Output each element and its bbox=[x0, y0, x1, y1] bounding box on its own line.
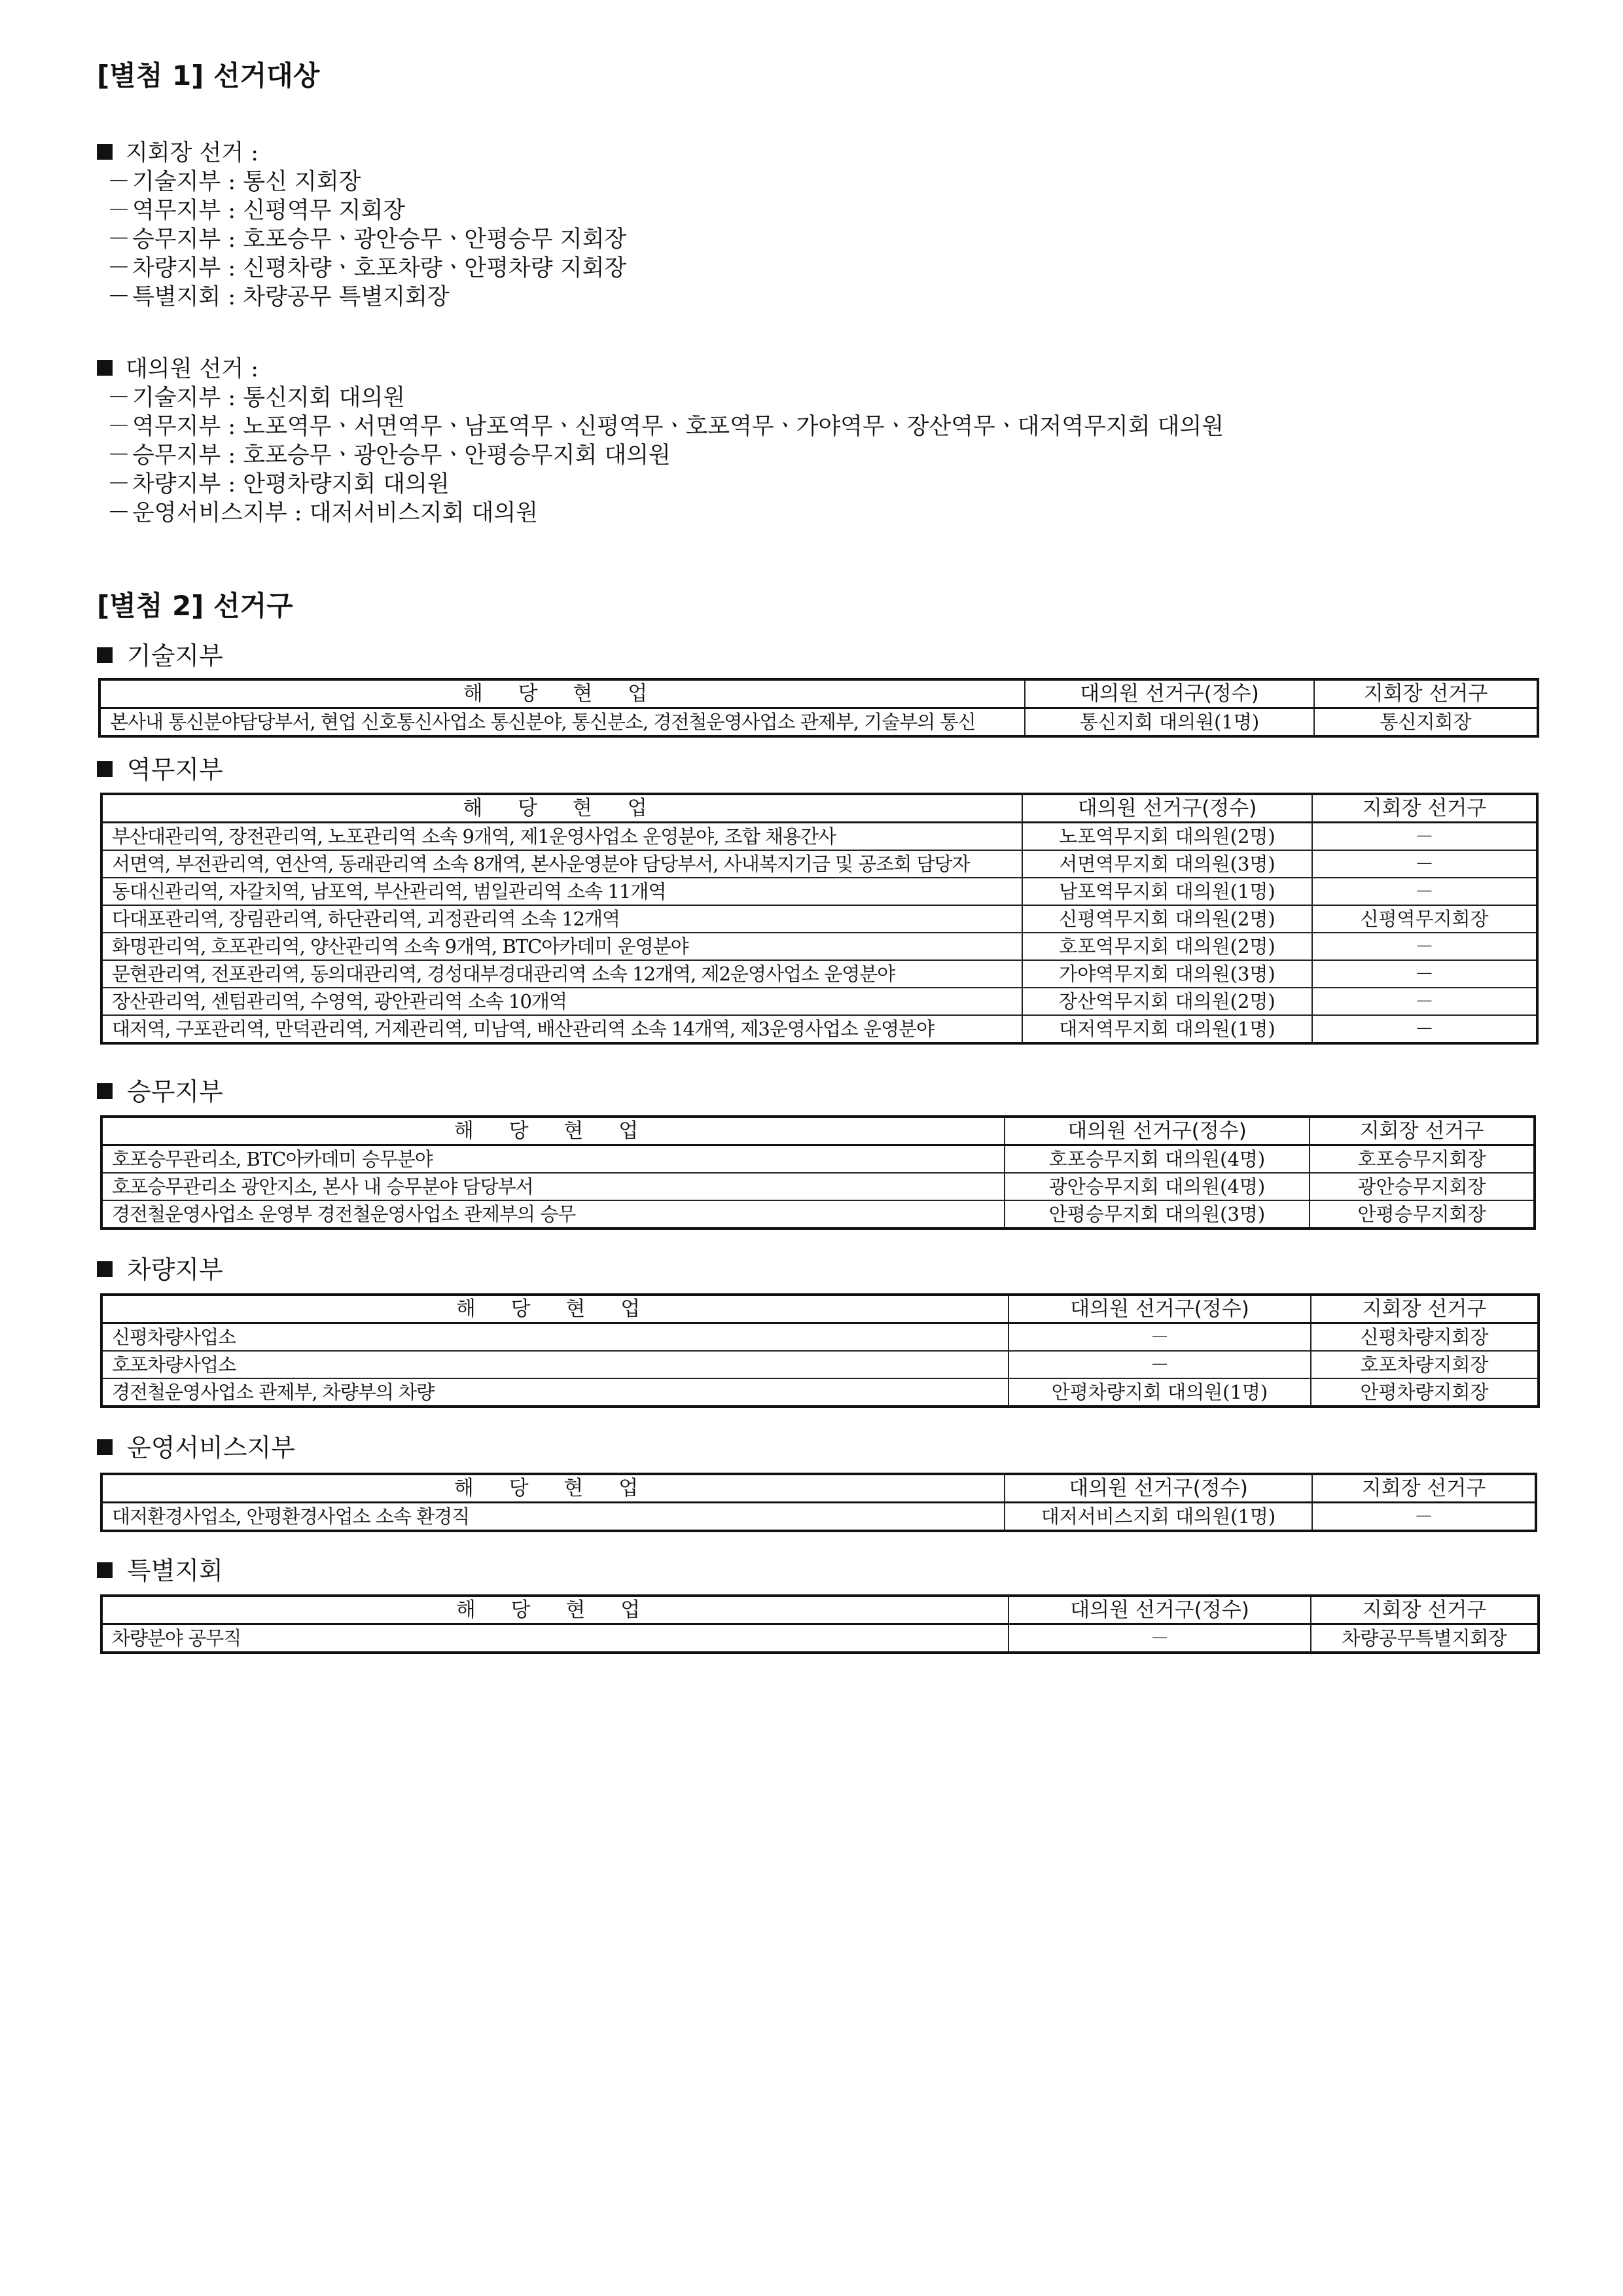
district-table-tech bbox=[98, 678, 1539, 738]
table-row: 본사내 통신분야담당부서, 현업 신호통신사업소 통신분야, 통신분소, 경전철운영사업소 관제부, 기술부의 통신 통신지회 대의원(1명) 통신지회장 bbox=[99, 708, 1538, 737]
table-row: 장산관리역, 센텀관리역, 수영역, 광안관리역 소속 10개역 장산역무지회 대의원(2명) － bbox=[101, 988, 1537, 1015]
section-heading-vehicle: 차량지부 bbox=[97, 1254, 223, 1285]
list-item: －역무지부 : 신평역무 지회장 bbox=[107, 198, 406, 224]
table-row: 문현관리역, 전포관리역, 동의대관리역, 경성대부경대관리역 소속 12개역, 제2운영사업소 운영분야 가야역무지회 대의원(3명) － bbox=[101, 960, 1537, 988]
district-table-service: 해 당 현 업 대의원 선거구(정수) 지회장 선거구 대저환경사업소, 안평환경사업소 소속 환경직 대저서비스지회 대의원(1명) － bbox=[100, 1473, 1537, 1532]
list-item: －차량지부 : 안평차량지회 대의원 bbox=[107, 471, 450, 497]
square-bullet-icon bbox=[97, 1261, 113, 1277]
attachment1-title: [별첨 1] 선거대상 bbox=[97, 60, 320, 92]
district-table-station: 해 당 현 업 대의원 선거구(정수) 지회장 선거구 부산대관리역, 장전관리역, 노포관리역 소속 9개역, 제1운영사업소 운영분야, 조합 채용간사 노포역무지회 대의원(2명) － 서면역, 부전관리역, 연산역, 동래관리역 소속 8개역, 본사운영분야 담당부서, 사내복지기금 및 공조회 담당자 서면역무지회 대의원(3명) － 동대신관리역, 자갈치역, 남포역, 부산관리역, 범일관리역 소속 11개역 남포역무지회 대의원(1명) － 다대포관리역, 장림관리역, 하단관리역, 괴정관리역 소속 12개역 신평역무지회 대의원(2명) 신평역무지회장 화명관리역, 호포관리역, 양산관리역 소속 9개역, BTC아카데미 운영분야 호포역무지회 대의원(2명) － 문현관리역, 전포관리역, 동의대관리역, 경성대부경대관리역 소속 12개역, 제2운영사업소 운영분야 가야역무지회 대의원(3명) － 장산관리역, 센텀관리역, 수영역, 광안관리역 소속 10개역 장산역무지회 대의원(2명) － 대저역, 구포관리역, 만덕관리역, 거제관리역, 미남역, 배산관리역 소속 14개역, 제3운영사업소 운영분야 대저역무지회 대의원(1명) － bbox=[100, 793, 1539, 1045]
district-table-crew: 해 당 현 업 대의원 선거구(정수) 지회장 선거구 호포승무관리소, BTC아카데미 승무분야 호포승무지회 대의원(4명) 호포승무지회장 호포승무관리소 광안지소, 본사 내 승무분야 담당부서 광안승무지회 대의원(4명) 광안승무지회장 경전철운영사업소 운영부 경전철운영사업소 관제부의 승무 안평승무지회 대의원(3명) 안평승무지회장 bbox=[100, 1115, 1536, 1230]
table-row: 호포차량사업소 － 호포차량지회장 bbox=[101, 1351, 1539, 1378]
delegate-election-list bbox=[97, 355, 1224, 528]
section-heading-station: 역무지부 bbox=[97, 754, 223, 785]
table-row: 차량분야 공무직 － 차량공무특별지회장 bbox=[101, 1624, 1539, 1653]
square-bullet-icon bbox=[97, 761, 113, 777]
chief-election-list bbox=[97, 139, 626, 312]
square-bullet-icon bbox=[97, 1562, 113, 1578]
col-area-header: 해 당 현 업 bbox=[99, 679, 1025, 708]
list-item: －승무지부 : 호포승무ㆍ광안승무ㆍ안평승무지회 대의원 bbox=[107, 442, 671, 469]
section-heading-special: 특별지회 bbox=[97, 1555, 223, 1587]
col-chief-header: 지회장 선거구 bbox=[1314, 679, 1538, 708]
table-row: 호포승무관리소 광안지소, 본사 내 승무분야 담당부서 광안승무지회 대의원(4명) 광안승무지회장 bbox=[101, 1173, 1535, 1200]
chief-election-heading: 지회장 선거 : bbox=[126, 140, 259, 166]
list-item: －역무지부 : 노포역무ㆍ서면역무ㆍ남포역무ㆍ신평역무ㆍ호포역무ㆍ가야역무ㆍ장산역무ㆍ대저역무지회 대의원 bbox=[107, 414, 1224, 440]
col-delegate-header: 대의원 선거구(정수) bbox=[1025, 679, 1314, 708]
table-row: 호포승무관리소, BTC아카데미 승무분야 호포승무지회 대의원(4명) 호포승무지회장 bbox=[101, 1145, 1535, 1174]
table-row: 경전철운영사업소 운영부 경전철운영사업소 관제부의 승무 안평승무지회 대의원(3명) 안평승무지회장 bbox=[101, 1200, 1535, 1229]
table-row: 신평차량사업소 － 신평차량지회장 bbox=[101, 1323, 1539, 1352]
section-heading-tech: 기술지부 bbox=[97, 640, 223, 672]
district-table-vehicle: 해 당 현 업 대의원 선거구(정수) 지회장 선거구 신평차량사업소 － 신평차량지회장 호포차량사업소 － 호포차량지회장 경전철운영사업소 관제부, 차량부의 차량 안평차량지회 대의원(1명) 안평차량지회장 bbox=[100, 1293, 1540, 1408]
list-item: －특별지회 : 차량공무 특별지회장 bbox=[107, 284, 450, 310]
list-item: －기술지부 : 통신 지회장 bbox=[107, 169, 361, 195]
list-item: －승무지부 : 호포승무ㆍ광안승무ㆍ안평승무 지회장 bbox=[107, 226, 627, 253]
table-row: 화명관리역, 호포관리역, 양산관리역 소속 9개역, BTC아카데미 운영분야 호포역무지회 대의원(2명) － bbox=[101, 933, 1537, 960]
square-bullet-icon bbox=[97, 1439, 113, 1455]
square-bullet-icon bbox=[97, 647, 113, 663]
district-table-special: 해 당 현 업 대의원 선거구(정수) 지회장 선거구 차량분야 공무직 － 차량공무특별지회장 bbox=[100, 1594, 1540, 1654]
table-row: 대저환경사업소, 안평환경사업소 소속 환경직 대저서비스지회 대의원(1명) － bbox=[101, 1503, 1536, 1532]
list-item: －차량지부 : 신평차량ㆍ호포차량ㆍ안평차량 지회장 bbox=[107, 255, 627, 281]
square-bullet-icon bbox=[97, 1083, 113, 1099]
delegate-election-heading: 대의원 선거 : bbox=[126, 356, 259, 382]
table-row: 다대포관리역, 장림관리역, 하단관리역, 괴정관리역 소속 12개역 신평역무지회 대의원(2명) 신평역무지회장 bbox=[101, 905, 1537, 933]
table-row: 부산대관리역, 장전관리역, 노포관리역 소속 9개역, 제1운영사업소 운영분야, 조합 채용간사 노포역무지회 대의원(2명) － bbox=[101, 823, 1537, 851]
table-row: 서면역, 부전관리역, 연산역, 동래관리역 소속 8개역, 본사운영분야 담당부서, 사내복지기금 및 공조회 담당자 서면역무지회 대의원(3명) － bbox=[101, 850, 1537, 878]
table-row: 경전철운영사업소 관제부, 차량부의 차량 안평차량지회 대의원(1명) 안평차량지회장 bbox=[101, 1378, 1539, 1407]
square-bullet-icon bbox=[97, 144, 113, 160]
table-row: 동대신관리역, 자갈치역, 남포역, 부산관리역, 범일관리역 소속 11개역 남포역무지회 대의원(1명) － bbox=[101, 878, 1537, 905]
list-item: －기술지부 : 통신지회 대의원 bbox=[107, 385, 406, 411]
section-heading-service: 운영서비스지부 bbox=[97, 1432, 295, 1463]
square-bullet-icon bbox=[97, 360, 113, 376]
section-heading-crew: 승무지부 bbox=[97, 1076, 223, 1107]
list-item: －운영서비스지부 : 대저서비스지회 대의원 bbox=[107, 500, 538, 526]
attachment2-title: [별첨 2] 선거구 bbox=[97, 590, 293, 622]
table-row: 대저역, 구포관리역, 만덕관리역, 거제관리역, 미남역, 배산관리역 소속 14개역, 제3운영사업소 운영분야 대저역무지회 대의원(1명) － bbox=[101, 1015, 1537, 1043]
